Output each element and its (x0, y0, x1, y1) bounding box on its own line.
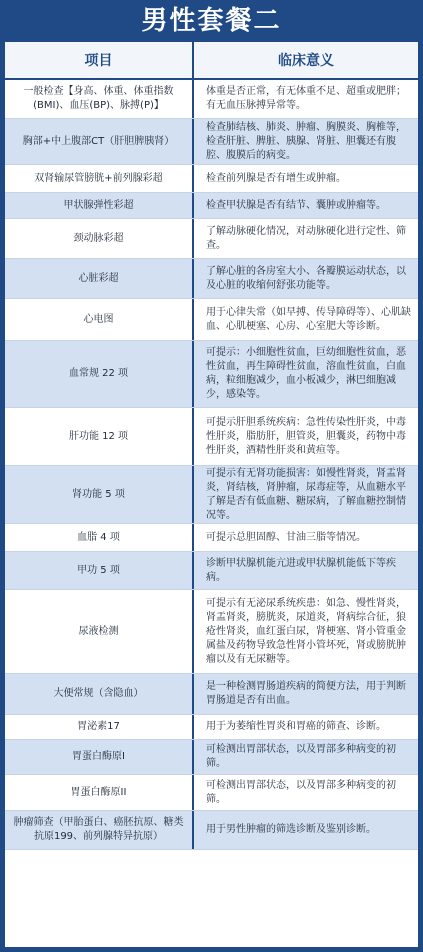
row-item: 胃泌素17 (5, 715, 194, 739)
table-row (5, 552, 418, 590)
table-row (5, 466, 418, 524)
row-meaning: 可提示有无肾功能损害：如慢性肾炎，肾盂肾炎，肾结核，肾肿瘤，尿毒症等，从血糖水平了解是否有低血糖、糖尿病，了解血糖控制情况等。 (206, 467, 406, 521)
row-item: 胃蛋白酶原II (5, 775, 194, 810)
row-meaning: 可提示有无泌尿系统疾患：如急、慢性肾炎，肾盂肾炎，膀胱炎，尿道炎，肾病综合征，狼疮性肾炎，血红蛋白尿，肾梗塞、肾小管重金属盐及药物导致急性肾小管坏死，肾或膀胱肿瘤以及有无尿糖等。 (206, 597, 406, 665)
table-row (5, 590, 418, 674)
row-meaning: 是一种检测胃肠道疾病的简便方法，用于判断胃肠道是否有出血。 (206, 681, 406, 706)
row-item: 颈动脉彩超 (5, 219, 194, 258)
table-row (5, 674, 418, 715)
row-meaning: 可检测出胃部状态，以及胃部多种病变的初筛。 (206, 744, 396, 769)
table-row (5, 408, 418, 466)
table-row (5, 715, 418, 740)
row-item: 肾功能 5 项 (5, 466, 194, 523)
row-meaning: 可提示：小细胞性贫血，巨幼细胞性贫血，恶性贫血，再生障碍性贫血，溶血性贫血，白血病，粒细胞减少，血小板减少，淋巴细胞减少，感染等。 (206, 347, 406, 400)
row-meaning: 体重是否正常，有无体重不足、超重或肥胖；有无血压脉搏异常等。 (206, 86, 406, 111)
table-row (5, 119, 418, 165)
row-item: 甲状腺弹性彩超 (5, 193, 194, 218)
table-row (5, 341, 418, 408)
row-item: 血常规 22 项 (5, 341, 194, 407)
table-row (5, 193, 418, 219)
row-meaning: 了解动脉硬化情况，对动脉硬化进行定性、筛查。 (206, 225, 406, 251)
table-body (5, 80, 418, 850)
table-row (5, 219, 418, 259)
row-meaning: 用于男性肿瘤的筛选诊断及鉴别诊断。 (206, 824, 376, 835)
row-item: 尿液检测 (5, 590, 194, 673)
row-item: 肝功能 12 项 (5, 408, 194, 465)
row-item: 胸部+中上腹部CT（肝胆脾胰肾） (5, 119, 194, 164)
row-meaning: 可提示肝胆系统疾病：急性传染性肝炎，中毒性肝炎，脂肪肝，胆管炎，胆囊炎，药物中毒性肝炎，酒精性肝炎和黄疸等。 (206, 416, 406, 456)
row-meaning: 检查甲状腺是否有结节、囊肿或肿瘤等。 (206, 199, 386, 211)
package-title: 男性套餐二 (141, 6, 282, 36)
exam-table (5, 42, 418, 947)
row-meaning: 检查前列腺是否有增生或肿瘤。 (206, 172, 346, 184)
row-item: 甲功 5 项 (5, 552, 194, 589)
row-item: 心脏彩超 (5, 259, 194, 298)
table-row (5, 80, 418, 119)
row-item: 肿瘤筛查（甲胎蛋白、癌胚抗原、糖类抗原199、前列腺特异抗原） (5, 811, 194, 849)
row-meaning: 了解心脏的各房室大小、各瓣膜运动状态，以及心脏的收缩何舒张功能等。 (206, 265, 406, 291)
table-row (5, 259, 418, 299)
row-item: 大便常规（含隐血） (5, 674, 194, 714)
row-meaning: 可检测出胃部状态，以及胃部多种病变的初筛。 (206, 779, 396, 805)
row-meaning: 用于为萎缩性胃炎和胃癌的筛查、诊断。 (206, 721, 386, 732)
table-row (5, 299, 418, 341)
row-item: 一般检查【身高、体重、体重指数(BMI)、血压(BP)、脉搏(P)】 (5, 80, 194, 118)
table-header (5, 42, 418, 80)
table-row (5, 524, 418, 552)
row-meaning: 用于心律失常（如早搏、传导障碍等）、心肌缺血、心肌梗塞、心房、心室肥大等诊断。 (206, 306, 411, 332)
table-row (5, 811, 418, 850)
table-row (5, 740, 418, 775)
row-meaning: 可提示总胆固醇、甘油三脂等情况。 (206, 531, 366, 543)
row-item: 血脂 4 项 (5, 524, 194, 551)
row-meaning: 诊断甲状腺机能亢进或甲状腺机能低下等疾病。 (206, 557, 396, 583)
package-card (3, 0, 420, 949)
table-row (5, 775, 418, 811)
row-item: 胃蛋白酶原I (5, 740, 194, 774)
row-meaning: 检查肺结核、肺炎、肿瘤、胸膜炎、胸椎等，检查肝脏、脾脏、胰腺、肾脏、胆囊还有腹腔、腹膜后的病变。 (206, 121, 406, 161)
header-item: 项目 (5, 42, 194, 78)
table-row (5, 165, 418, 193)
header-meaning: 临床意义 (278, 53, 334, 69)
row-item: 双肾输尿管膀胱+前列腺彩超 (5, 165, 194, 192)
row-item: 心电图 (5, 299, 194, 340)
